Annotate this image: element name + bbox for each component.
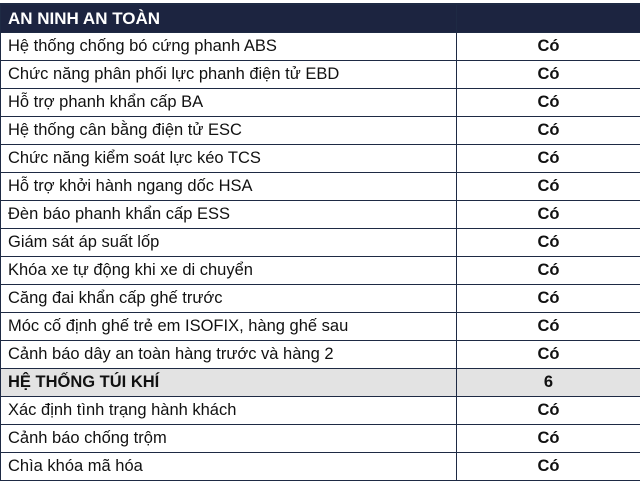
- feature-value: Có: [457, 229, 640, 257]
- feature-label: Chức năng kiểm soát lực kéo TCS: [1, 145, 457, 173]
- table-row: [1, 285, 640, 313]
- feature-label: Chìa khóa mã hóa: [1, 453, 457, 481]
- section-title: AN NINH AN TOÀN: [1, 5, 457, 33]
- table-row: [1, 397, 640, 425]
- feature-label: Móc cố định ghế trẻ em ISOFIX, hàng ghế sau: [1, 313, 457, 341]
- table-row: [1, 89, 640, 117]
- feature-label: Xác định tình trạng hành khách: [1, 397, 457, 425]
- feature-value: Có: [457, 201, 640, 229]
- feature-value: Có: [457, 33, 640, 61]
- feature-label: Khóa xe tự động khi xe di chuyển: [1, 257, 457, 285]
- table-row: [1, 33, 640, 61]
- table-row: [1, 173, 640, 201]
- section-header-airbags: [1, 369, 640, 397]
- feature-label: Hệ thống chống bó cứng phanh ABS: [1, 33, 457, 61]
- table-row: [1, 425, 640, 453]
- feature-value: Có: [457, 117, 640, 145]
- safety-spec-table: [0, 4, 640, 481]
- feature-label: Hệ thống cân bằng điện tử ESC: [1, 117, 457, 145]
- table-row: [1, 201, 640, 229]
- section-value: [457, 5, 640, 33]
- table-row: [1, 257, 640, 285]
- table-row: [1, 453, 640, 481]
- table-row: [1, 117, 640, 145]
- table-row: [1, 229, 640, 257]
- section-title: HỆ THỐNG TÚI KHÍ: [1, 369, 457, 397]
- feature-value: Có: [457, 173, 640, 201]
- feature-value: Có: [457, 397, 640, 425]
- feature-label: Cảnh báo dây an toàn hàng trước và hàng 2: [1, 341, 457, 369]
- feature-value: Có: [457, 453, 640, 481]
- feature-label: Đèn báo phanh khẩn cấp ESS: [1, 201, 457, 229]
- table-row: [1, 145, 640, 173]
- feature-value: Có: [457, 257, 640, 285]
- feature-label: Hỗ trợ phanh khẩn cấp BA: [1, 89, 457, 117]
- feature-value: Có: [457, 285, 640, 313]
- feature-value: Có: [457, 425, 640, 453]
- section-header-safety: [1, 5, 640, 33]
- feature-value: Có: [457, 341, 640, 369]
- feature-value: Có: [457, 89, 640, 117]
- table-row: [1, 341, 640, 369]
- section-value: 6: [457, 369, 640, 397]
- feature-label: Giám sát áp suất lốp: [1, 229, 457, 257]
- feature-label: Chức năng phân phối lực phanh điện tử EBD: [1, 61, 457, 89]
- feature-value: Có: [457, 313, 640, 341]
- feature-value: Có: [457, 61, 640, 89]
- table-row: [1, 61, 640, 89]
- feature-label: Cảnh báo chống trộm: [1, 425, 457, 453]
- feature-label: Căng đai khẩn cấp ghế trước: [1, 285, 457, 313]
- feature-label: Hỗ trợ khởi hành ngang dốc HSA: [1, 173, 457, 201]
- table-row: [1, 313, 640, 341]
- feature-value: Có: [457, 145, 640, 173]
